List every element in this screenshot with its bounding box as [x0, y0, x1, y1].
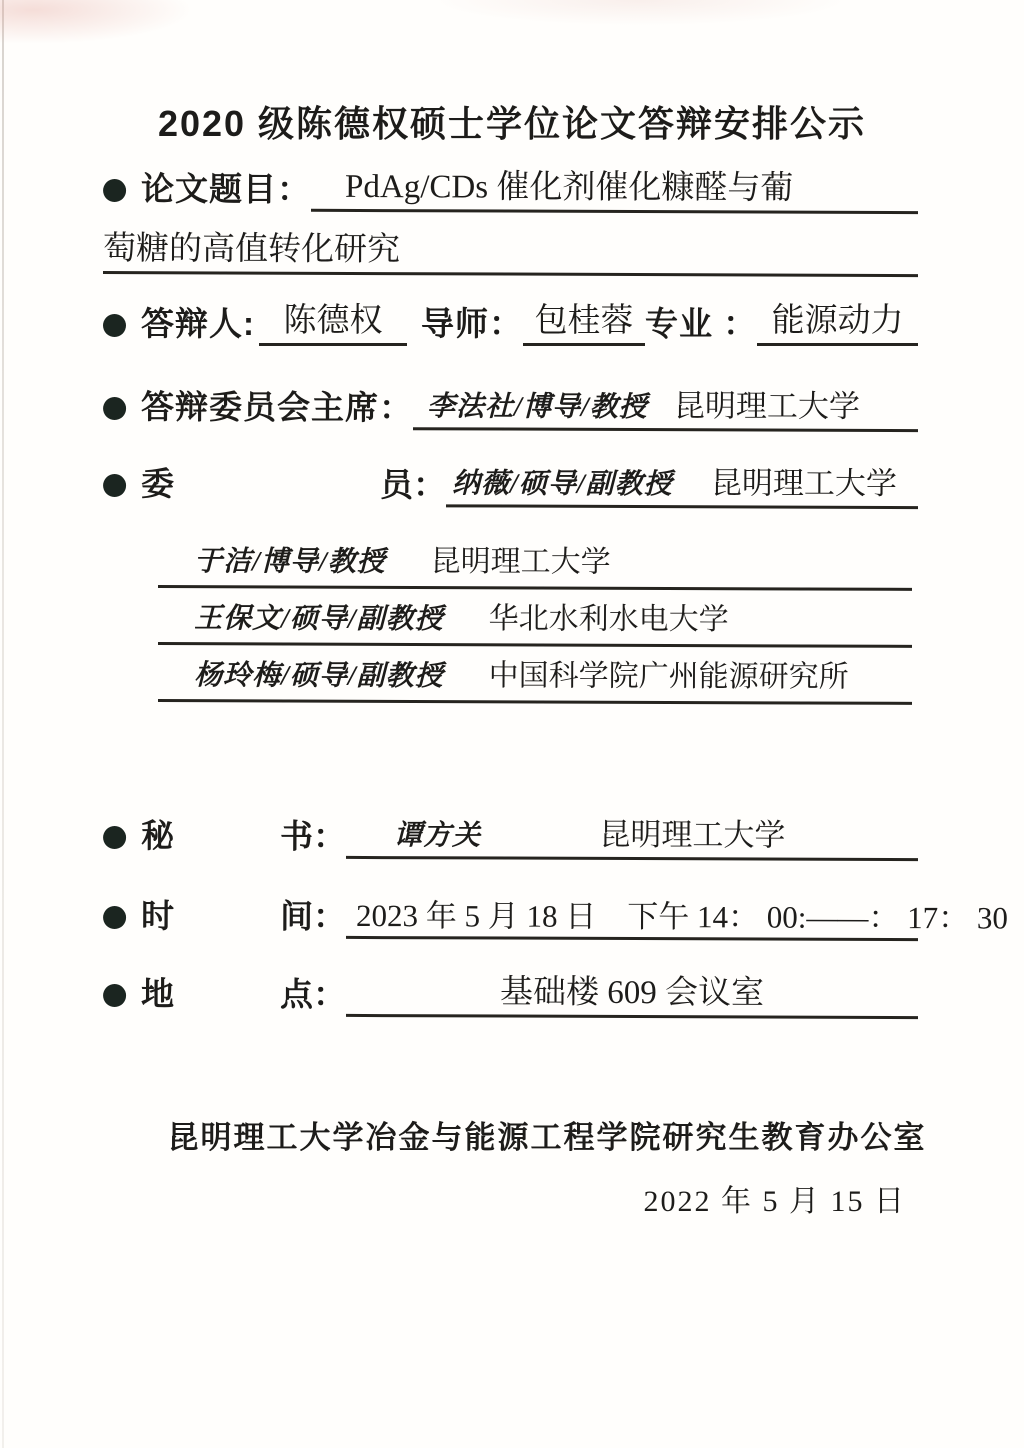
committee-member-row — [103, 460, 918, 509]
committee-chair-value — [413, 384, 918, 432]
committee-member-name: 纳薇/硕导/副教授 — [452, 468, 673, 501]
location-label-second: 点： — [280, 975, 347, 1013]
location-label — [141, 973, 346, 1017]
page-title: 2020 级陈德权硕士学位论文答辩安排公示 — [157, 103, 867, 144]
secretary-label — [141, 815, 346, 859]
committee-label-second: 员： — [380, 466, 447, 504]
committee-member-affiliation: 昆明理工大学 — [430, 545, 611, 579]
secretary-affiliation: 昆明理工大学 — [599, 816, 786, 853]
committee-member-name: 王保文/硕导/副教授 — [194, 603, 444, 636]
bullet-icon — [103, 474, 126, 497]
bullet-icon — [103, 314, 126, 337]
defender-name: 陈德权 — [259, 300, 407, 346]
bullet-icon — [103, 826, 126, 849]
thesis-title-value-line1: PdAg/CDs 催化剂催化糠醛与葡 — [311, 166, 918, 214]
bullet-icon — [103, 984, 126, 1007]
bullet-icon — [103, 397, 126, 420]
major-label: 专业 ： — [645, 305, 758, 342]
secretary-name: 谭方关 — [394, 820, 482, 852]
thesis-title-row — [103, 165, 918, 214]
bullet-icon — [103, 906, 126, 929]
committee-member-row — [158, 592, 912, 648]
time-label — [141, 896, 346, 940]
location-row — [103, 970, 918, 1019]
committee-member-row — [158, 649, 912, 705]
scan-edge-line — [2, 0, 4, 1448]
time-label-second: 间： — [280, 898, 347, 936]
advisor-label: 导师： — [421, 305, 523, 342]
thesis-title-row-2 — [103, 228, 918, 277]
time-value: 2023 年 5 月 18 日 下午 14： 00:——： 17： 30 — [346, 896, 918, 941]
committee-member-name: 于洁/博导/教授 — [194, 546, 386, 578]
defender-row — [103, 300, 918, 346]
secretary-label-second: 书： — [280, 817, 347, 855]
committee-member-name: 杨玲梅/硕导/副教授 — [194, 660, 444, 693]
footer-date: 2022 年 5 月 15 日 — [643, 1185, 906, 1218]
time-row — [103, 895, 1009, 941]
committee-chair-name: 李法社/博导/教授 — [427, 391, 648, 424]
committee-label-first: 委 — [141, 465, 175, 503]
committee-member-row — [158, 535, 912, 591]
committee-chair-row — [103, 383, 918, 432]
thesis-title-label: 论文题目： — [141, 170, 312, 208]
footer-office: 昆明理工大学冶金与能源工程学院研究生教育办公室 — [167, 1120, 927, 1155]
committee-member-affiliation: 华北水利水电大学 — [488, 602, 729, 637]
major-value: 能源动力 — [757, 300, 918, 346]
time-label-first: 时 — [141, 897, 175, 935]
advisor-name: 包桂蓉 — [523, 300, 645, 346]
committee-chair-label: 答辩委员会主席： — [141, 388, 414, 427]
bullet-icon — [103, 179, 126, 202]
committee-member-affiliation: 昆明理工大学 — [710, 465, 897, 502]
location-value: 基础楼 609 会议室 — [346, 971, 918, 1019]
committee-chair-affiliation: 昆明理工大学 — [673, 388, 860, 424]
scan-smudge-top — [430, 0, 850, 26]
secretary-row — [103, 812, 918, 861]
secretary-value — [346, 813, 918, 861]
location-label-first: 地 — [141, 975, 175, 1013]
thesis-title-value-line2: 萄糖的高值转化研究 — [103, 228, 918, 277]
committee-member-value — [446, 461, 918, 509]
committee-member-affiliation: 中国科学院广州能源研究所 — [488, 659, 849, 694]
committee-label — [141, 463, 446, 507]
scan-smudge — [0, 0, 220, 50]
secretary-label-first: 秘 — [141, 817, 175, 855]
defender-label: 答辩人: — [141, 305, 255, 342]
